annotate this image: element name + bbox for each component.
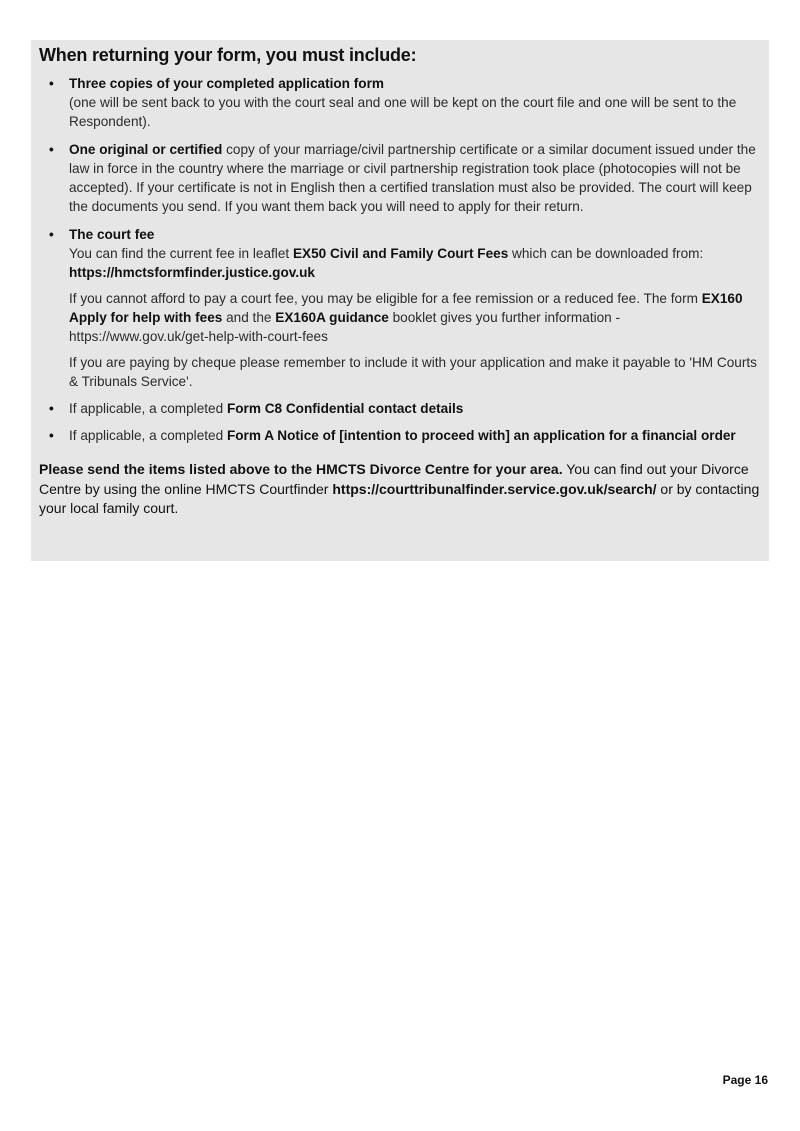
instructions-panel bbox=[31, 40, 769, 561]
fee-text: which can be downloaded from: bbox=[508, 246, 704, 261]
fee-remission-paragraph bbox=[69, 289, 761, 346]
item-detail: (one will be sent back to you with the court seal and one will be kept on the court file and one will be sent to the Respondent). bbox=[69, 95, 737, 129]
item-title: The court fee bbox=[69, 227, 155, 242]
form-c8: Form C8 Confidential contact details bbox=[226, 401, 464, 416]
fee-text: You can find the current fee in leaflet bbox=[69, 246, 293, 261]
required-items-list bbox=[39, 74, 761, 445]
form-a: Form A Notice of [intention to proceed with] an application for a financial order bbox=[226, 428, 736, 443]
list-item-form-c8 bbox=[69, 399, 761, 418]
closing-text: You can find out your Divorce Centre by using the online HMCTS Courtfinder bbox=[39, 461, 749, 497]
courtfinder-link[interactable]: https://courttribunalfinder.service.gov.uk/search/ bbox=[332, 480, 657, 497]
fee-text: booklet gives you further information - https://www.gov.uk/get-help-with-court-fees bbox=[69, 310, 621, 344]
fee-text: and the bbox=[222, 310, 276, 325]
form-ex160: EX160 Apply for help with fees bbox=[69, 291, 743, 325]
list-item-court-fee bbox=[69, 225, 761, 391]
formfinder-link[interactable]: https://hmctsformfinder.justice.gov.uk bbox=[69, 265, 315, 280]
page-number: Page 16 bbox=[722, 1073, 768, 1087]
item-title: One original or certified bbox=[69, 142, 223, 157]
guidance-ex160a: EX160A guidance bbox=[275, 310, 389, 325]
section-heading: When returning your form, you must include: bbox=[39, 45, 417, 65]
list-item-copies bbox=[69, 74, 761, 131]
closing-bold: Please send the items listed above to the HMCTS Divorce Centre for your area. bbox=[39, 461, 563, 477]
item-text: If applicable, a completed bbox=[69, 401, 227, 416]
closing-end: or by contacting your local family court. bbox=[39, 480, 760, 516]
item-title: Three copies of your completed application form bbox=[69, 76, 384, 91]
list-item-form-a bbox=[69, 426, 761, 445]
list-item-certificate bbox=[69, 140, 761, 216]
item-detail: copy of your marriage/civil partnership certificate or a similar document issued under the law in force in the country where the marriage or civil partnership registration took place (photocopies will not be accepted). If your certificate is not in English then a certified translation must also be provided. The court will keep the documents you send. If you want them back you will need to apply for their return. bbox=[69, 142, 756, 214]
closing-paragraph bbox=[39, 460, 761, 519]
item-text: If applicable, a completed bbox=[69, 428, 227, 443]
cheque-paragraph: If you are paying by cheque please remember to include it with your application and make it payable to 'HM Courts & Tribunals Service'. bbox=[69, 355, 757, 389]
leaflet-ex50: EX50 Civil and Family Court Fees bbox=[292, 246, 509, 261]
fee-text: If you cannot afford to pay a court fee, you may be eligible for a fee remission or a reduced fee. The form bbox=[69, 291, 702, 306]
